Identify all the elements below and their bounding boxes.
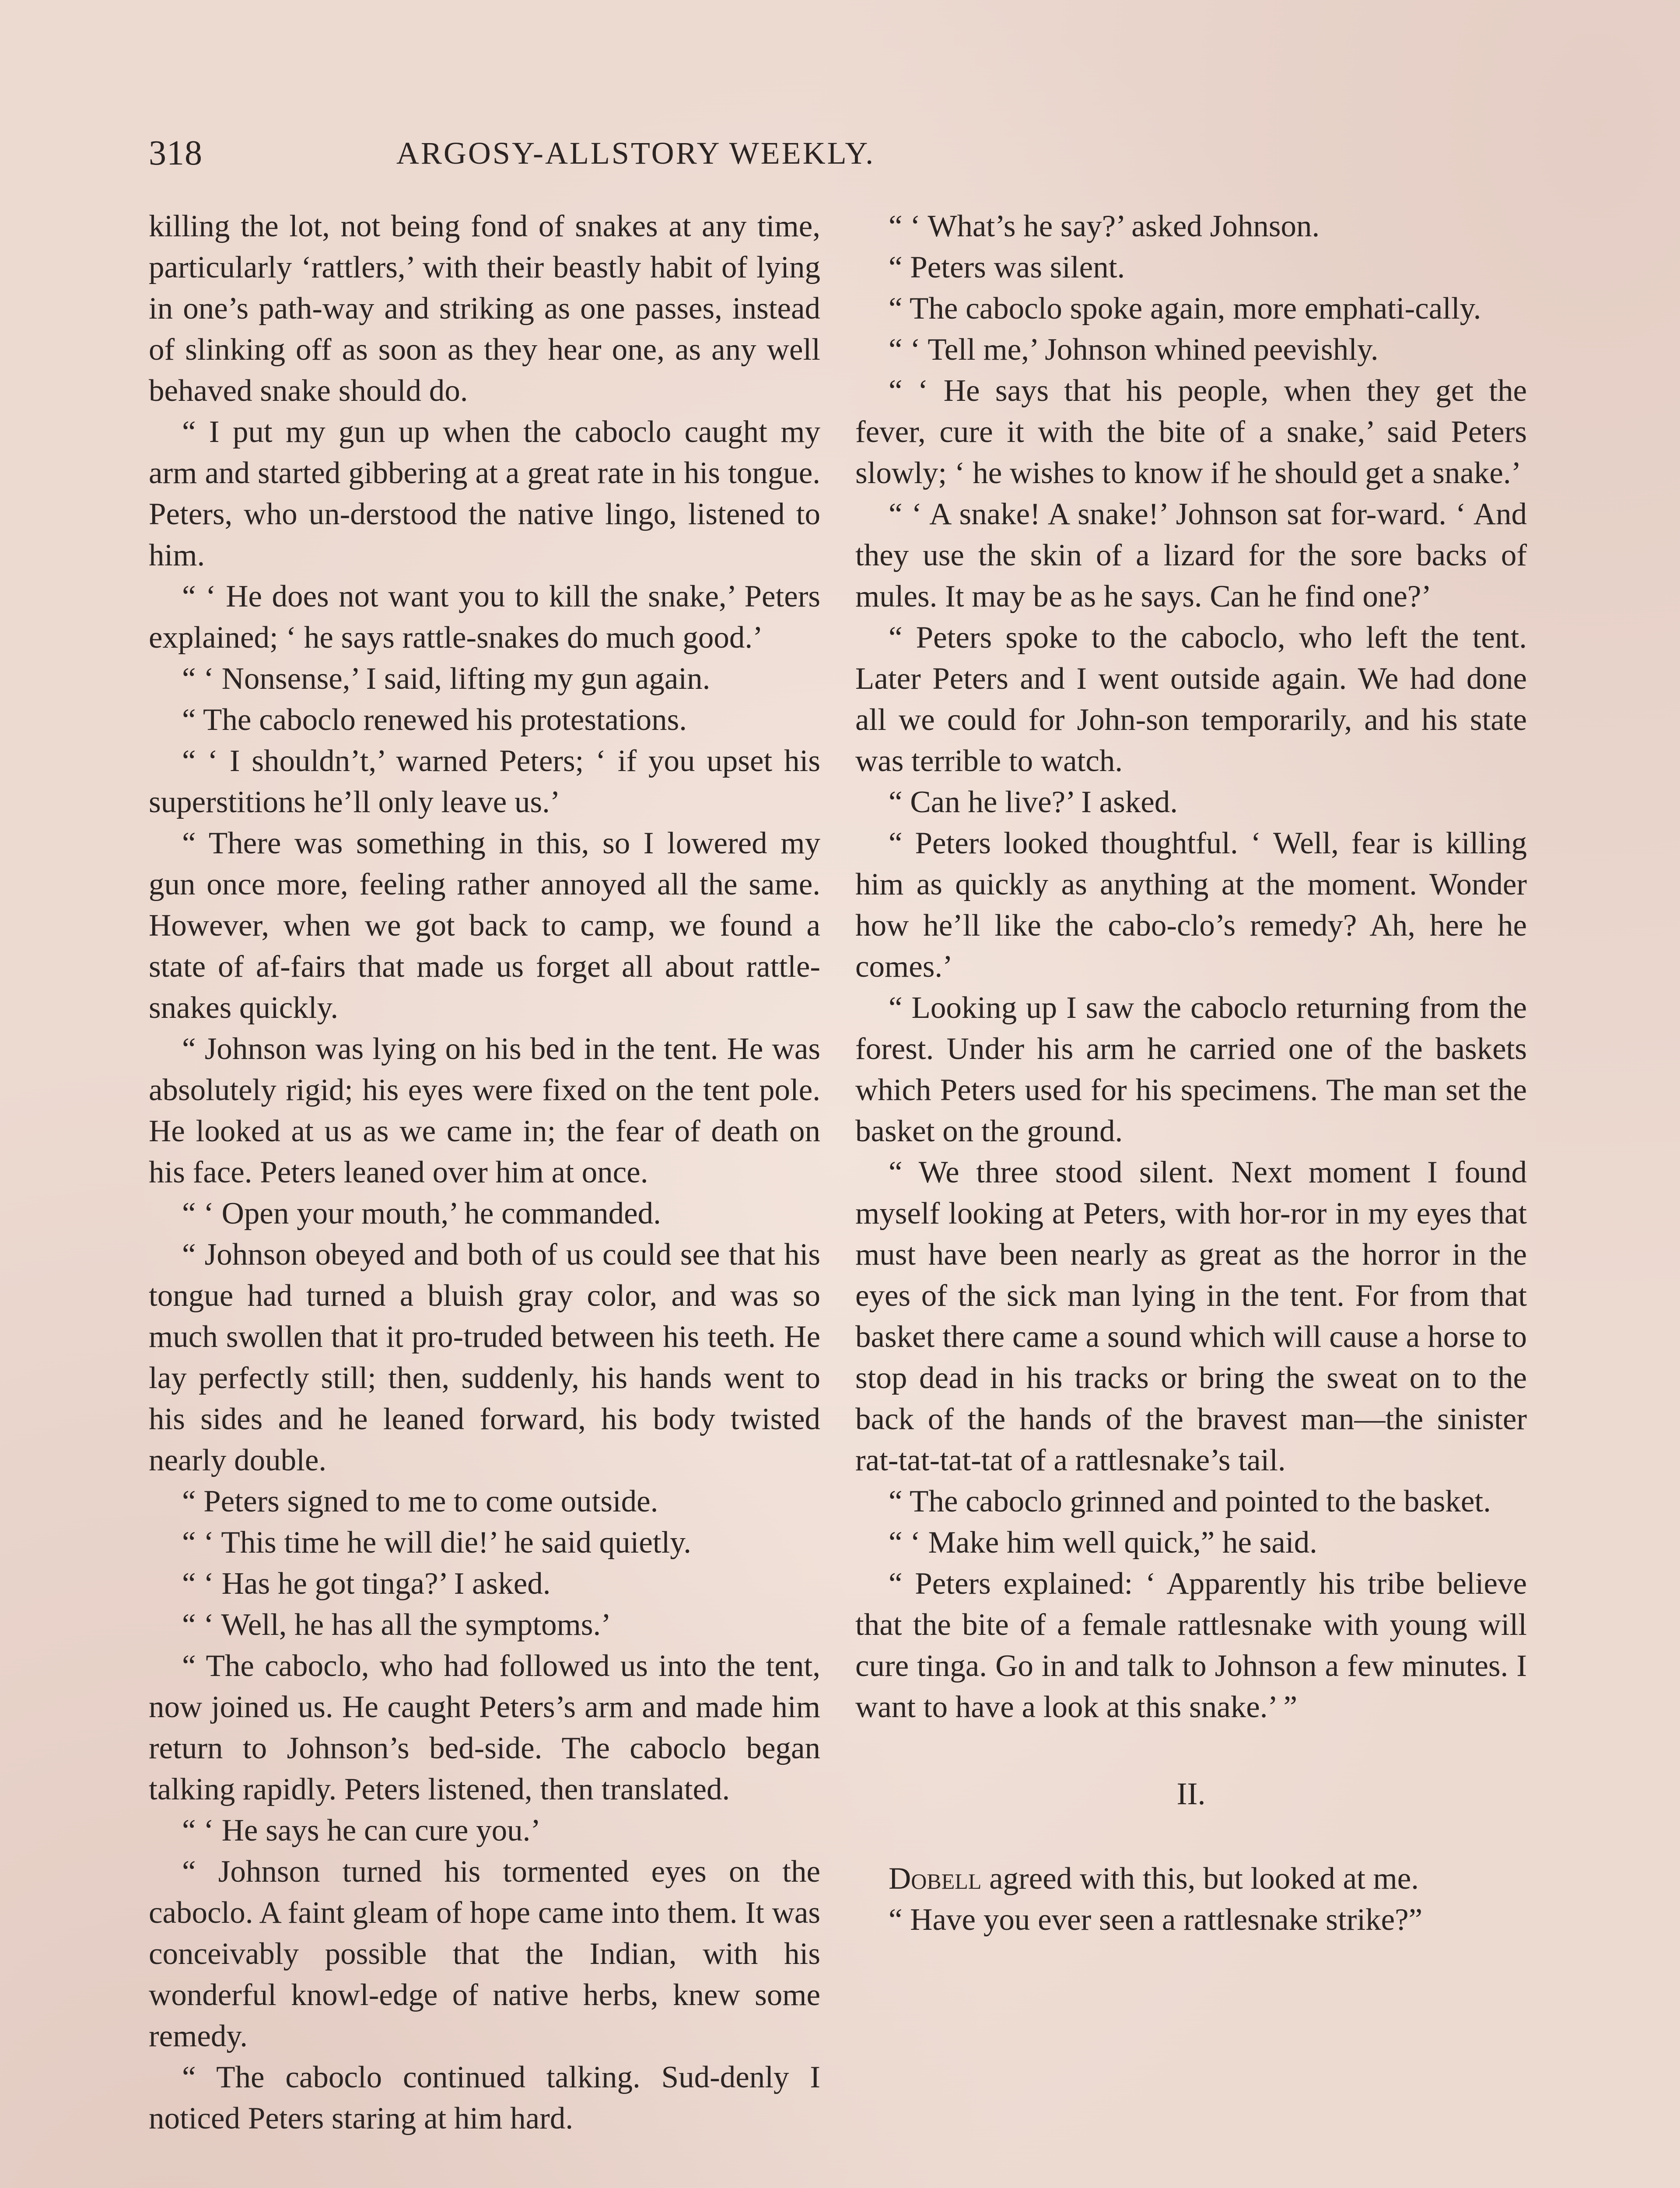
section-paragraphs [855, 1899, 1527, 1940]
paragraph: “ We three stood silent. Next moment I found myself looking at Peters, with hor-ror in my eyes that must have been nearly as great as the horror in the eyes of the sick man lying in the tent. For from that basket there came a sound which will cause a horse to stop dead in his tracks or bring the sweat on to the back of the hands of the bravest man—the sinister rat-tat-tat-tat of a rattlesnake’s tail. [855, 1155, 1527, 1477]
paragraph: “ Peters was silent. [889, 250, 1125, 284]
paragraph: “ Peters spoke to the caboclo, who left the tent. Later Peters and I went outside again. We had done all we could for John-son temporarily, and his state was terrible to watch. [855, 621, 1527, 778]
page-number: 318 [149, 134, 203, 172]
running-head: ARGOSY-ALLSTORY WEEKLY. [396, 136, 875, 171]
right-column [855, 206, 1527, 1940]
paragraph: “ The caboclo spoke again, more emphati-cally. [889, 291, 1481, 326]
paragraph: “ ‘ I shouldn’t,’ warned Peters; ‘ if you upset his superstitions he’ll only leave us.’ [149, 744, 820, 819]
paragraph: “ ‘ Open your mouth,’ he commanded. [182, 1196, 661, 1231]
paragraph: “ ‘ Make him well quick,” he said. [889, 1525, 1317, 1560]
section-heading: II. [1176, 1776, 1206, 1811]
paragraph: “ Peters looked thoughtful. ‘ Well, fear is killing him as quickly as anything at the moment. Wonder how he’ll like the cabo-clo’s remedy? Ah, here he comes.’ [855, 826, 1527, 984]
left-column [149, 206, 820, 2139]
paragraph: “ ‘ What’s he say?’ asked Johnson. [889, 209, 1320, 243]
page-header [149, 125, 1123, 182]
paragraph: “ ‘ This time he will die!’ he said quietly. [182, 1525, 691, 1560]
paragraph: “ ‘ He says that his people, when they get the fever, cure it with the bite of a snake,’ said Peters slowly; ‘ he wishes to know if he should get a snake.’ [855, 374, 1527, 490]
paragraph: “ Johnson obeyed and both of us could see that his tongue had turned a bluish gray color, and was so much swollen that it pro-truded between his teeth. He lay perfectly still; then, suddenly, his hands went to his sides and he leaned forward, his body twisted nearly double. [149, 1238, 820, 1477]
paragraph: “ The caboclo renewed his protestations. [182, 703, 687, 737]
paragraph: “ Peters signed to me to come outside. [182, 1484, 658, 1518]
paragraph: “ Johnson turned his tormented eyes on the caboclo. A faint gleam of hope came into them. It was conceivably possible that the Indian, with his wonderful knowl-edge of native herbs, knew some remedy. [149, 1855, 820, 2053]
section-first-word: Dobell [889, 1862, 982, 1896]
paragraph: “ ‘ Well, he has all the symptoms.’ [182, 1608, 611, 1642]
paragraph: “ ‘ Tell me,’ Johnson whined peevishly. [889, 333, 1379, 367]
paragraph: “ The caboclo continued talking. Sud-denly I noticed Peters staring at him hard. [149, 2060, 820, 2135]
paragraph: “ ‘ He says he can cure you.’ [182, 1813, 541, 1848]
paragraph: “ Can he live?’ I asked. [889, 785, 1178, 819]
paragraph: “ ‘ A snake! A snake!’ Johnson sat for-ward. ‘ And they use the skin of a lizard for the sore backs of mules. It may be as he says. Can he find one?’ [855, 497, 1527, 614]
paragraph: “ The caboclo grinned and pointed to the basket. [889, 1484, 1491, 1518]
paragraph: “ I put my gun up when the caboclo caught my arm and started gibbering at a great rate in his tongue. Peters, who un-derstood the native lingo, listened to him. [149, 415, 820, 572]
paragraph: “ Peters explained: ‘ Apparently his tribe believe that the bite of a female rattlesnake with young will cure tinga. Go in and talk to Johnson a few minutes. I want to have a look at this snake.’ ” [855, 1567, 1527, 1724]
paragraph: “ The caboclo, who had followed us into the tent, now joined us. He caught Peters’s arm and made him return to Johnson’s bed-side. The caboclo began talking rapidly. Peters listened, then translated. [149, 1649, 820, 1806]
paragraph: “ Looking up I saw the caboclo returning from the forest. Under his arm he carried one of the baskets which Peters used for his specimens. The man set the basket on the ground. [855, 991, 1527, 1148]
paragraph: “ ‘ Has he got tinga?’ I asked. [182, 1567, 551, 1601]
paragraph: killing the lot, not being fond of snakes at any time, particularly ‘rattlers,’ with their beastly habit of lying in one’s path-way and striking as one passes, instead of slinking off as soon as they hear one, as any well behaved snake should do. [149, 209, 820, 408]
section-first-paragraph-text: agreed with this, but looked at me. [981, 1862, 1419, 1896]
section-first-paragraph [855, 1858, 1527, 1899]
paragraph: “ ‘ Nonsense,’ I said, lifting my gun again. [182, 662, 710, 696]
paragraph: “ There was something in this, so I lowered my gun once more, feeling rather annoyed all the same. However, when we got back to camp, we found a state of af-fairs that made us forget all about rattle-snakes quickly. [149, 826, 820, 1025]
paragraph: “ ‘ He does not want you to kill the snake,’ Peters explained; ‘ he says rattle-snakes do much good.’ [149, 579, 820, 655]
right-column-paragraphs [855, 206, 1527, 1728]
paragraph: “ Have you ever seen a rattlesnake strike?” [889, 1903, 1423, 1937]
paragraph: “ Johnson was lying on his bed in the tent. He was absolutely rigid; his eyes were fixed on the tent pole. He looked at us as we came in; the fear of death on his face. Peters leaned over him at once. [149, 1032, 820, 1189]
